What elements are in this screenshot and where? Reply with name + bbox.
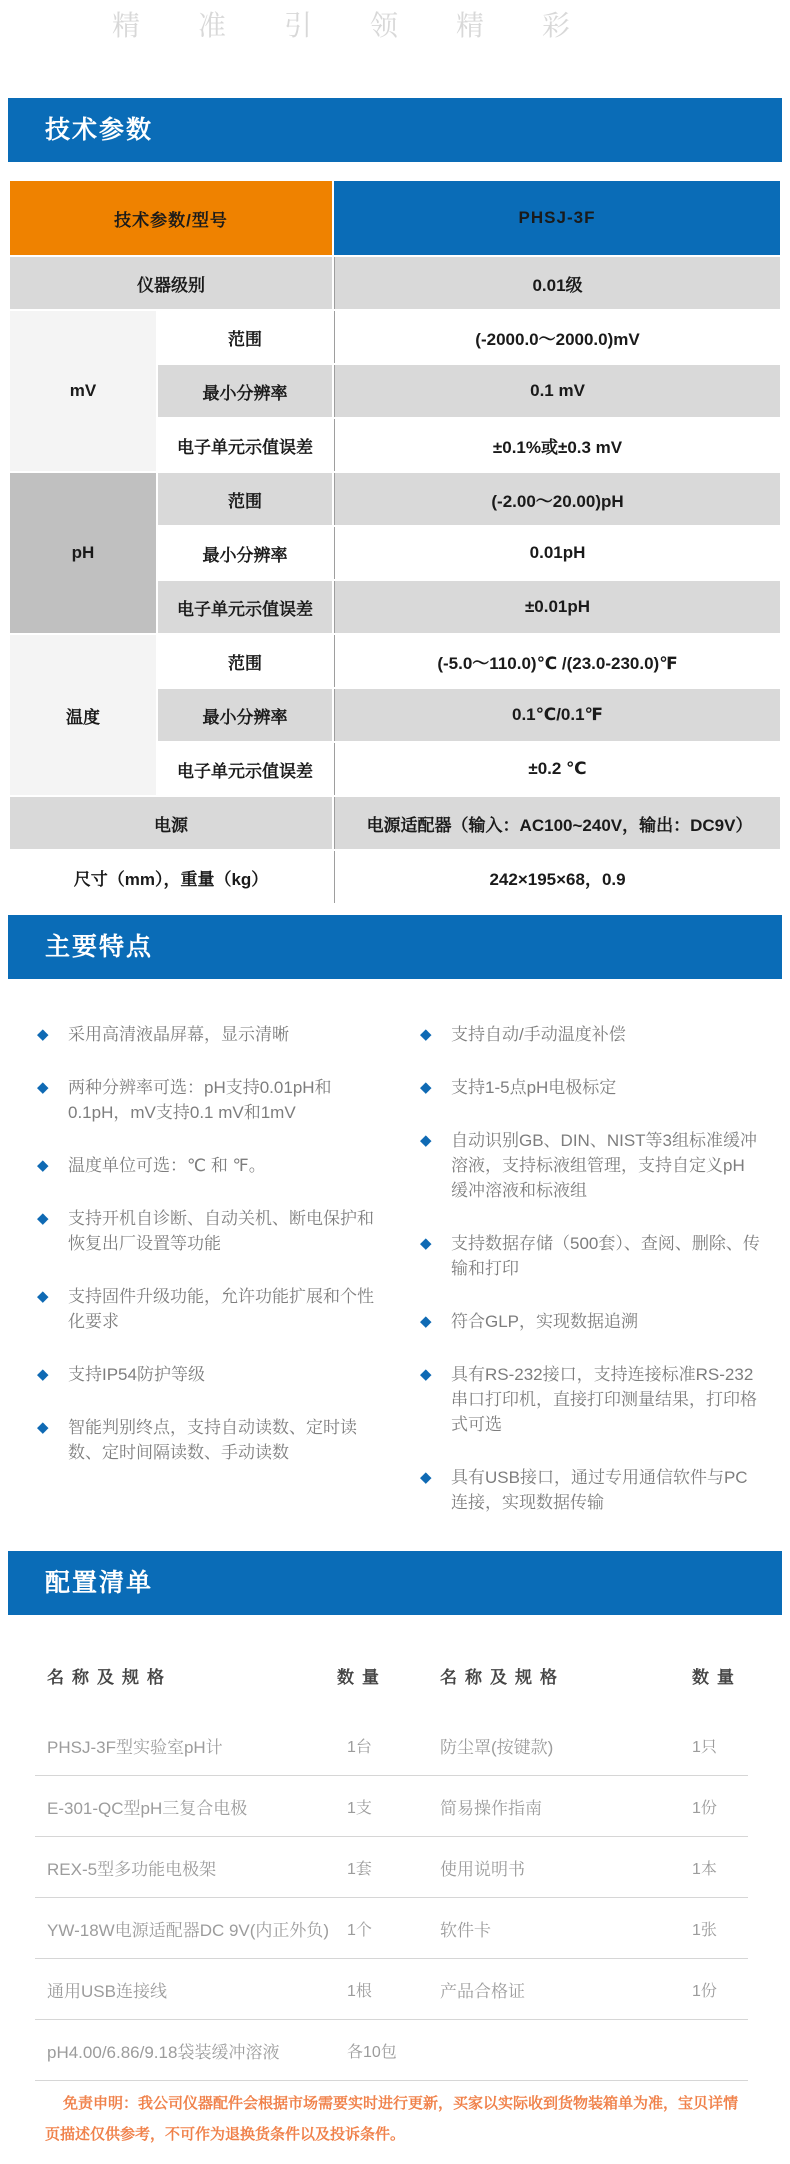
config-item-name-left: 通用USB连接线 (47, 1981, 167, 2001)
spec-cell-size-value: 242×195×68，0.9 (334, 851, 780, 903)
config-item-qty-right: 1张 (692, 1921, 717, 1939)
config-item-qty-right: 1本 (692, 1860, 717, 1878)
section-title-main-features: 主要特点 (45, 933, 154, 961)
feature-item (37, 1284, 387, 1334)
spec-header-model-label: 技术参数/型号 (10, 181, 332, 255)
spec-cell-mv-error-value: ±0.1%或±0.3 mV (334, 419, 780, 471)
config-header-name-left: 名称及规格 (47, 1668, 172, 1687)
feature-text: 支持固件升级功能，允许功能扩展和个性化要求 (68, 1287, 374, 1331)
config-header-qty-left: 数量 (337, 1668, 387, 1687)
feature-text: 支持1-5点pH电极标定 (451, 1078, 617, 1097)
config-header-name-right: 名称及规格 (440, 1668, 565, 1687)
feature-item (37, 1153, 387, 1178)
feature-item (420, 1128, 760, 1203)
feature-text: 支持自动/手动温度补偿 (451, 1025, 626, 1044)
features-column-right (420, 980, 760, 1515)
feature-text: 支持IP54防护等级 (68, 1365, 205, 1384)
feature-item (37, 1075, 387, 1125)
spec-group-ph: pH (10, 473, 156, 633)
config-item-name-left: E-301-QC型pH三复合电极 (47, 1798, 248, 1818)
bullet-diamond-icon: ◆ (420, 1132, 432, 1149)
spec-cell-temp-resolution-value: 0.1℃/0.1℉ (334, 689, 780, 741)
brand-watermark: 精准引领精彩 (112, 10, 629, 41)
spec-cell-mv-resolution-value: 0.1 mV (334, 365, 780, 417)
spec-cell-power-value: 电源适配器（输入：AC100~240V，输出：DC9V） (334, 797, 780, 849)
feature-item (420, 1075, 760, 1100)
feature-item (420, 1362, 760, 1437)
config-row (35, 1776, 748, 1837)
config-item-qty-left: 1套 (347, 1860, 372, 1878)
config-item-name-left: REX-5型多功能电极架 (47, 1859, 217, 1879)
spec-cell-mv-range-value: (-2000.0～2000.0)mV (334, 311, 780, 363)
spec-cell-ph-resolution-value: 0.01pH (334, 527, 780, 579)
feature-text: 采用高清液晶屏幕，显示清晰 (68, 1025, 289, 1044)
section-bar-config-list (8, 1551, 782, 1615)
feature-text: 符合GLP，实现数据追溯 (451, 1312, 639, 1331)
section-bar-tech-params (8, 98, 782, 162)
config-item-qty-right: 1只 (692, 1738, 717, 1756)
config-row (35, 1837, 748, 1898)
config-item-qty-left: 各10包 (347, 2043, 397, 2061)
feature-item (420, 1465, 760, 1515)
bullet-diamond-icon: ◆ (420, 1079, 432, 1096)
spec-cell-temp-range-value: (-5.0～110.0)℃ /(23.0-230.0)℉ (334, 635, 780, 687)
spec-header-model-value: PHSJ-3F (334, 181, 780, 255)
feature-text: 智能判别终点，支持自动读数、定时读数、定时间隔读数、手动读数 (68, 1418, 357, 1462)
spec-cell-temp-error-value: ±0.2 ℃ (334, 743, 780, 795)
config-item-name-right: 产品合格证 (440, 1981, 525, 2001)
bullet-diamond-icon: ◆ (37, 1288, 49, 1305)
spec-cell-ph-range-value: (-2.00～20.00)pH (334, 473, 780, 525)
bullet-diamond-icon: ◆ (420, 1469, 432, 1486)
bullet-diamond-icon: ◆ (420, 1366, 432, 1383)
feature-text: 两种分辨率可选：pH支持0.01pH和0.1pH，mV支持0.1 mV和1mV (68, 1078, 332, 1122)
feature-item (420, 1022, 760, 1047)
config-item-qty-left: 1根 (347, 1982, 372, 2000)
section-title-config-list: 配置清单 (45, 1569, 154, 1597)
spec-cell-mv-resolution-label: 最小分辨率 (158, 365, 332, 417)
spec-cell-temp-error-label: 电子单元示值误差 (158, 743, 332, 795)
features-column-left (37, 980, 387, 1465)
features-section (0, 980, 790, 1551)
spec-cell-ph-error-value: ±0.01pH (334, 581, 780, 633)
spec-cell-grade-value: 0.01级 (334, 257, 780, 309)
feature-item (37, 1206, 387, 1256)
bullet-diamond-icon: ◆ (37, 1419, 49, 1436)
config-header-qty-right: 数量 (692, 1668, 742, 1687)
config-item-name-left: PHSJ-3F型实验室pH计 (47, 1737, 223, 1757)
config-row (35, 1715, 748, 1776)
feature-text: 支持开机自诊断、自动关机、断电保护和恢复出厂设置等功能 (68, 1209, 374, 1253)
config-item-name-right: 使用说明书 (440, 1859, 525, 1879)
feature-text: 支持数据存储（500套）、查阅、删除、传输和打印 (451, 1234, 760, 1278)
config-item-qty-right: 1份 (692, 1799, 717, 1817)
spec-cell-mv-range-label: 范围 (158, 311, 332, 363)
bullet-diamond-icon: ◆ (37, 1026, 49, 1043)
bullet-diamond-icon: ◆ (37, 1157, 49, 1174)
bullet-diamond-icon: ◆ (37, 1079, 49, 1096)
bullet-diamond-icon: ◆ (420, 1313, 432, 1330)
spec-group-temp: 温度 (10, 635, 156, 795)
config-item-qty-left: 1台 (347, 1738, 372, 1756)
config-item-name-right: 简易操作指南 (440, 1798, 542, 1818)
bullet-diamond-icon: ◆ (37, 1366, 49, 1383)
config-item-name-left: pH4.00/6.86/9.18袋装缓冲溶液 (47, 2042, 280, 2062)
config-row (35, 1959, 748, 2020)
feature-text: 具有RS-232接口，支持连接标准RS-232串口打印机，直接打印测量结果，打印格式可选 (451, 1365, 757, 1434)
feature-item (37, 1415, 387, 1465)
feature-text: 具有USB接口，通过专用通信软件与PC连接，实现数据传输 (451, 1468, 748, 1512)
spec-cell-size-label: 尺寸（mm），重量（kg） (10, 851, 332, 903)
spec-cell-ph-resolution-label: 最小分辨率 (158, 527, 332, 579)
bullet-diamond-icon: ◆ (420, 1026, 432, 1043)
section-bar-main-features (8, 915, 782, 979)
feature-item (37, 1362, 387, 1387)
feature-item (420, 1309, 760, 1334)
section-title-tech-params: 技术参数 (45, 116, 154, 144)
spec-cell-mv-error-label: 电子单元示值误差 (158, 419, 332, 471)
spec-group-mv: mV (10, 311, 156, 471)
config-item-name-right: 软件卡 (440, 1920, 491, 1940)
feature-item (37, 1022, 387, 1047)
config-list-section (0, 1663, 790, 2062)
spec-cell-ph-range-label: 范围 (158, 473, 332, 525)
spec-cell-ph-error-label: 电子单元示值误差 (158, 581, 332, 633)
spec-table-wrap (8, 179, 782, 905)
config-item-name-right: 防尘罩(按键款) (440, 1737, 554, 1757)
bullet-diamond-icon: ◆ (420, 1235, 432, 1252)
feature-item (420, 1231, 760, 1281)
config-header-row (0, 1663, 790, 1688)
spec-cell-temp-resolution-label: 最小分辨率 (158, 689, 332, 741)
disclaimer-text: 免责申明：我公司仪器配件会根据市场需要实时进行更新，买家以实际收到货物装箱单为准，宝贝详情页描述仅供参考，不可作为退换货条件以及投诉条件。 (45, 2095, 739, 2143)
config-row (35, 2020, 748, 2081)
spec-cell-grade-label: 仪器级别 (10, 257, 332, 309)
config-item-name-left: YW-18W电源适配器DC 9V(内正外负) (47, 1920, 330, 1940)
config-row (35, 1898, 748, 1959)
spec-cell-power-label: 电源 (10, 797, 332, 849)
config-item-qty-left: 1个 (347, 1921, 372, 1939)
bullet-diamond-icon: ◆ (37, 1210, 49, 1227)
config-item-qty-right: 1份 (692, 1982, 717, 2000)
spec-cell-temp-range-label: 范围 (158, 635, 332, 687)
feature-text: 自动识别GB、DIN、NIST等3组标准缓冲溶液，支持标液组管理，支持自定义pH缓冲溶液和标液组 (451, 1131, 758, 1200)
config-rows (35, 1715, 748, 2081)
spec-table (8, 179, 782, 905)
feature-text: 温度单位可选：℃ 和 ℉。 (68, 1156, 266, 1175)
config-item-qty-left: 1支 (347, 1799, 372, 1817)
